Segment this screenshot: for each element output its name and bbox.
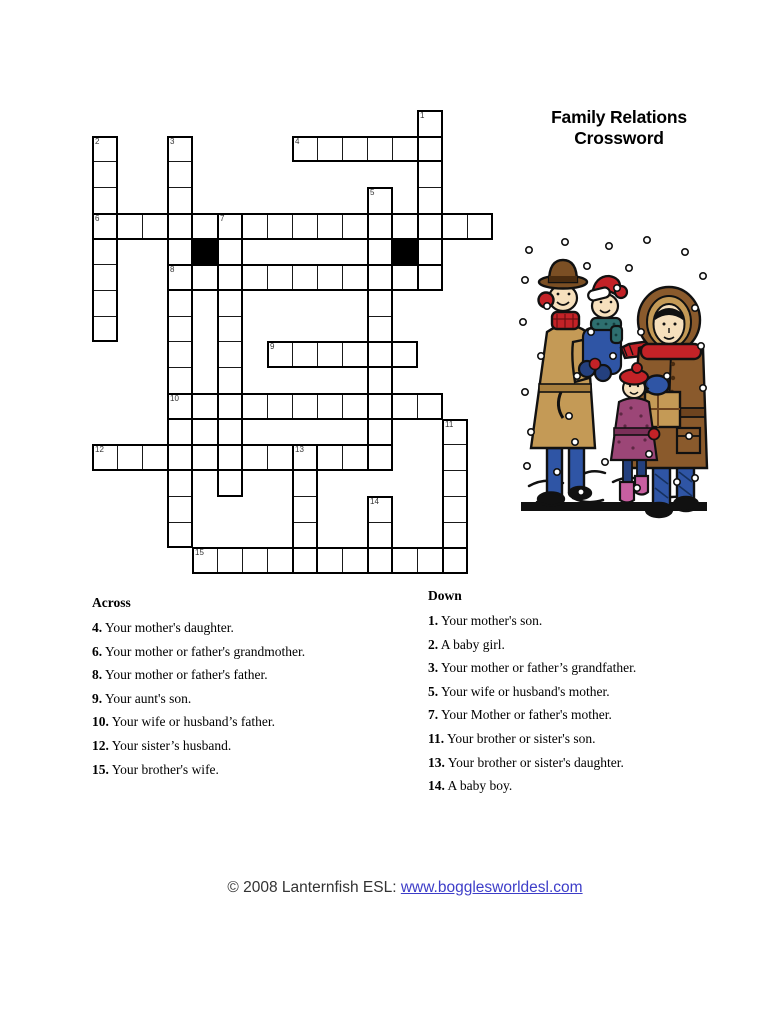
cell-number: 3 <box>170 136 175 146</box>
grid-cell <box>92 187 118 214</box>
clue-2: 2. A baby girl. <box>428 636 505 652</box>
grid-cell <box>442 419 468 446</box>
grid-cell <box>467 213 493 240</box>
grid-cell <box>217 547 243 574</box>
cell-number: 6 <box>95 213 100 223</box>
grid-cell <box>167 187 193 214</box>
black-cell <box>192 239 218 266</box>
grid-cell <box>417 213 443 240</box>
grid-cell <box>317 393 343 420</box>
grid-cell <box>242 547 268 574</box>
clue-number: 7. <box>428 707 439 723</box>
grid-cell <box>342 444 368 471</box>
grid-cell <box>317 547 343 574</box>
grid-cell <box>392 547 418 574</box>
black-cell <box>392 239 418 266</box>
grid-cell <box>317 444 343 471</box>
cell-number: 13 <box>295 445 304 455</box>
clue-4: 4. Your mother's daughter. <box>92 620 234 635</box>
clue-number: 10. <box>92 714 109 730</box>
grid-cell <box>442 213 468 240</box>
grid-cell <box>417 110 443 137</box>
grid-cell <box>167 419 193 446</box>
grid-cell <box>117 444 143 471</box>
grid-cell <box>217 367 243 394</box>
cell-number: 5 <box>370 188 375 198</box>
grid-cell <box>217 444 243 471</box>
across-list <box>92 621 422 777</box>
grid-cell <box>367 444 393 471</box>
grid-cell <box>242 264 268 291</box>
left-adult-figure <box>531 260 595 506</box>
clue-number: 1. <box>428 613 439 628</box>
grid-cell <box>217 213 243 240</box>
grid-cell <box>167 444 193 471</box>
grid-cell <box>392 136 418 163</box>
grid-cell <box>342 213 368 240</box>
grid-cell <box>392 264 418 291</box>
grid-cell <box>192 444 218 471</box>
grid-cell <box>292 496 318 523</box>
grid-cell <box>142 213 168 240</box>
grid-cell <box>292 522 318 549</box>
grid-cell <box>217 316 243 343</box>
grid-cell <box>417 136 443 163</box>
grid-cell <box>292 444 318 471</box>
page-title-line1: Family Relations <box>551 107 687 127</box>
page-title-line2: Crossword <box>574 128 664 148</box>
grid-cell <box>92 264 118 291</box>
grid-cell <box>342 547 368 574</box>
grid-cell <box>367 341 393 368</box>
grid-cell <box>217 264 243 291</box>
clue-3: 3. Your mother or father’s grandfather. <box>428 660 637 676</box>
footer <box>0 879 768 897</box>
held-child-figure <box>579 276 627 381</box>
grid-cell <box>167 316 193 343</box>
grid-cell <box>367 187 393 214</box>
grid-cell <box>292 264 318 291</box>
grid-cell <box>92 239 118 266</box>
grid-cell <box>367 136 393 163</box>
grid-cell <box>167 393 193 420</box>
grid-cell <box>367 264 393 291</box>
cell-number: 8 <box>170 265 175 275</box>
grid-cell <box>267 547 293 574</box>
clue-number: 13. <box>428 754 445 770</box>
grid-cell <box>217 341 243 368</box>
grid-cell <box>267 264 293 291</box>
clue-number: 6. <box>92 643 103 659</box>
grid-cell <box>417 161 443 188</box>
cell-number: 9 <box>270 342 275 352</box>
grid-cell <box>367 367 393 394</box>
grid-cell <box>292 136 318 163</box>
grid-cell <box>192 264 218 291</box>
grid-cell <box>442 470 468 497</box>
grid-cell <box>392 393 418 420</box>
grid-cell <box>392 213 418 240</box>
cell-number: 14 <box>370 496 379 506</box>
crossword-grid <box>92 110 494 575</box>
grid-cell <box>217 290 243 317</box>
grid-cell <box>267 393 293 420</box>
clue-number: 9. <box>92 690 103 706</box>
grid-cell <box>167 367 193 394</box>
grid-cell <box>167 522 193 549</box>
grid-cell <box>242 213 268 240</box>
grid-cell <box>417 547 443 574</box>
grid-cell <box>217 393 243 420</box>
grid-cell <box>167 470 193 497</box>
grid-cell <box>92 316 118 343</box>
grid-cell <box>342 393 368 420</box>
grid-cell <box>367 522 393 549</box>
grid-cell <box>167 341 193 368</box>
grid-cell <box>442 522 468 549</box>
grid-cell <box>217 239 243 266</box>
grid-cell <box>317 341 343 368</box>
grid-cell <box>267 213 293 240</box>
grid-cell <box>192 547 218 574</box>
grid-cell <box>242 393 268 420</box>
clue-number: 8. <box>92 667 103 683</box>
grid-cell <box>442 444 468 471</box>
grid-cell <box>417 264 443 291</box>
across-clues-section <box>92 595 422 786</box>
grid-cell <box>342 264 368 291</box>
grid-cell <box>417 187 443 214</box>
grid-cell <box>217 470 243 497</box>
grid-cell <box>292 341 318 368</box>
grid-cell <box>292 393 318 420</box>
grid-cell <box>442 496 468 523</box>
grid-cell <box>192 393 218 420</box>
clue-14: 14. A baby boy. <box>428 778 513 794</box>
down-list <box>428 614 748 793</box>
grid-cell <box>167 496 193 523</box>
clue-15: 15. Your brother's wife. <box>92 761 219 777</box>
grid-cell <box>417 393 443 420</box>
cell-number: 2 <box>95 136 100 146</box>
grid-cell <box>117 213 143 240</box>
family-winter-illustration <box>517 236 711 522</box>
clue-10: 10. Your wife or husband’s father. <box>92 714 275 730</box>
grid-cell <box>167 136 193 163</box>
grid-cell <box>167 239 193 266</box>
grid-cell <box>92 290 118 317</box>
clue-number: 3. <box>428 660 439 676</box>
grid-cell <box>342 341 368 368</box>
grid-cell <box>167 213 193 240</box>
clue-number: 12. <box>92 737 109 753</box>
footer-copyright: © 2008 Lanternfish ESL: <box>227 879 401 896</box>
grid-cell <box>317 213 343 240</box>
grid-cell <box>367 290 393 317</box>
clue-number: 14. <box>428 778 445 794</box>
grid-cell <box>292 547 318 574</box>
clue-8: 8. Your mother or father's father. <box>92 667 268 683</box>
grid-cell <box>92 136 118 163</box>
grid-cell <box>242 444 268 471</box>
grid-cell <box>167 161 193 188</box>
cell-number: 4 <box>295 136 300 146</box>
clue-13: 13. Your brother or sister's daughter. <box>428 754 624 770</box>
clue-number: 2. <box>428 636 439 652</box>
clue-5: 5. Your wife or husband's mother. <box>428 683 610 699</box>
grid-cell <box>367 393 393 420</box>
cell-number: 11 <box>445 419 454 429</box>
grid-cell <box>367 419 393 446</box>
grid-cell <box>167 290 193 317</box>
grid-cell <box>192 213 218 240</box>
clue-11: 11. Your brother or sister's son. <box>428 730 596 746</box>
grid-cell <box>267 341 293 368</box>
cell-number: 15 <box>195 548 204 558</box>
grid-cell <box>367 547 393 574</box>
grid-cell <box>367 213 393 240</box>
clue-1: 1. Your mother's son. <box>428 613 543 628</box>
clue-number: 15. <box>92 761 109 777</box>
grid-cell <box>292 213 318 240</box>
down-clues-section <box>428 588 748 803</box>
cell-number: 7 <box>220 213 225 223</box>
page-title <box>506 107 732 149</box>
grid-cell <box>267 444 293 471</box>
clue-number: 4. <box>92 620 103 635</box>
grid-cell <box>367 316 393 343</box>
grid-cell <box>317 136 343 163</box>
down-heading: Down <box>428 588 462 603</box>
footer-link[interactable]: www.bogglesworldesl.com <box>400 879 583 896</box>
grid-cell <box>392 341 418 368</box>
grid-cell <box>442 547 468 574</box>
grid-cell <box>317 264 343 291</box>
clue-7: 7. Your Mother or father's mother. <box>428 707 612 723</box>
grid-cell <box>292 470 318 497</box>
cell-number: 10 <box>170 393 179 403</box>
clue-9: 9. Your aunt's son. <box>92 690 192 706</box>
grid-cell <box>167 264 193 291</box>
cell-number: 1 <box>420 111 425 120</box>
grid-cell <box>92 444 118 471</box>
grid-cell <box>217 419 243 446</box>
clue-12: 12. Your sister’s husband. <box>92 737 232 753</box>
grid-cell <box>142 444 168 471</box>
clue-number: 11. <box>428 730 445 746</box>
clue-6: 6. Your mother or father's grandmother. <box>92 643 306 659</box>
grid-cell <box>92 161 118 188</box>
grid-cell <box>367 239 393 266</box>
grid-cell <box>342 136 368 163</box>
grid-cell <box>92 213 118 240</box>
grid-cell <box>417 239 443 266</box>
across-heading: Across <box>92 595 131 610</box>
family-winter-illustration-svg <box>517 236 711 522</box>
clue-number: 5. <box>428 683 439 699</box>
grid-cell <box>367 496 393 523</box>
cell-number: 12 <box>95 445 104 455</box>
